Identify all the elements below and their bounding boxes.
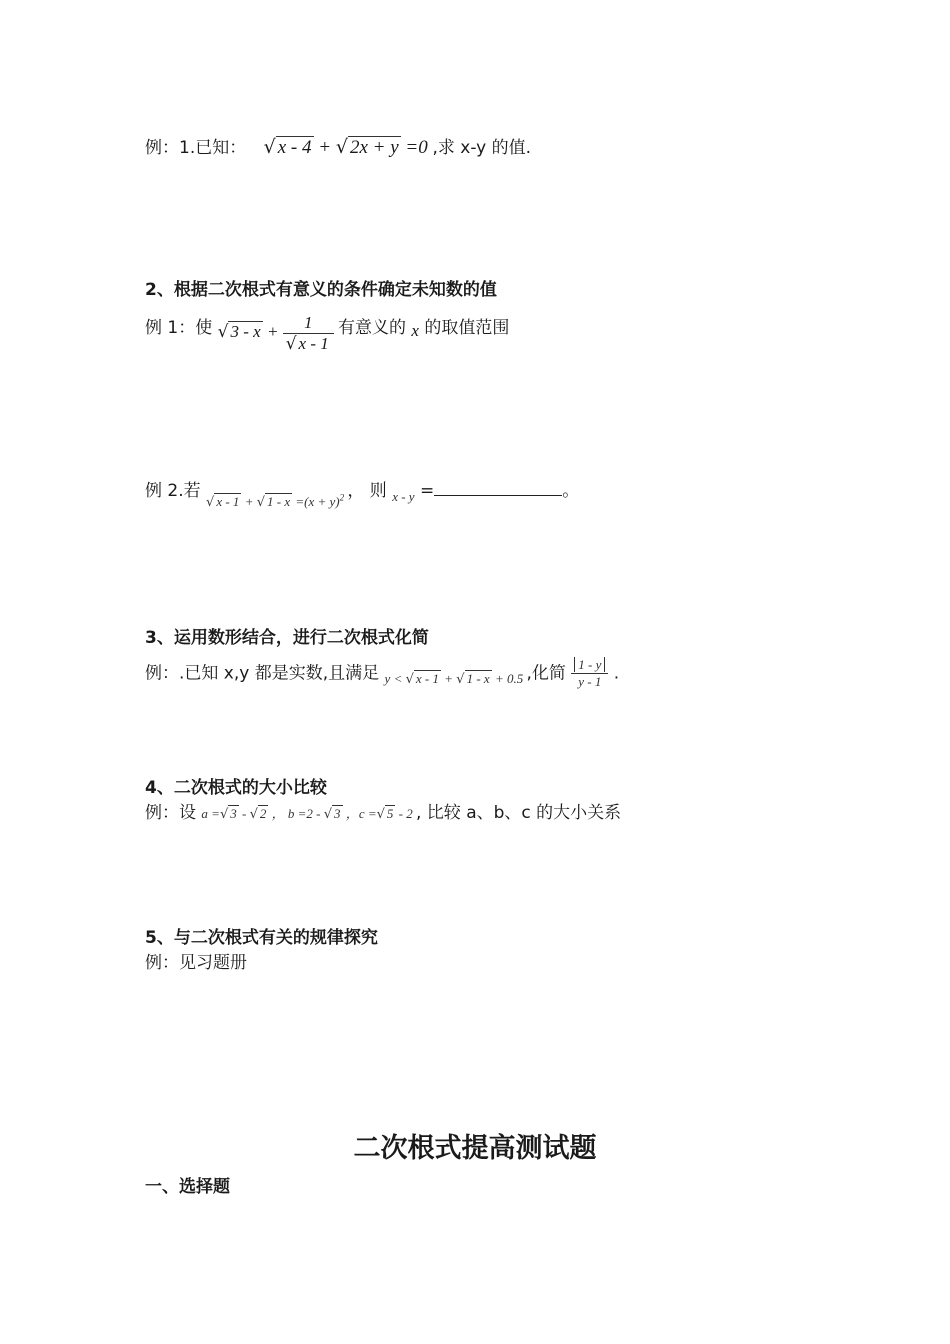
s2e1-var: x [411, 321, 419, 340]
test-title: 二次根式提高测试题 [353, 1133, 597, 1164]
s2e1-formula: √ 3 - x + $\frac{1}{√ x - 1}$ [218, 314, 338, 333]
s3-lhs: y < [384, 670, 403, 686]
radicand-2: 2x + y [349, 137, 399, 158]
s3-denominator: y - 1 [571, 673, 608, 690]
s3-radicand-1: x - 1 [415, 670, 439, 686]
s3-end: . [613, 663, 620, 684]
s2e1-prefix: 例 1：使 [145, 318, 213, 338]
s3-plus: + [444, 670, 454, 686]
s2e2-eq: = [419, 481, 435, 501]
s4-sep-1: ， [271, 806, 285, 821]
s4-a-minus: - [241, 806, 247, 821]
s2e1-denominator: x - 1 [298, 334, 329, 353]
section-3-example [145, 657, 619, 690]
section-2-example-2 [145, 476, 580, 510]
section-5-text: 例：见习题册 [145, 953, 247, 973]
s2e2-radicand-2: 1 - x [267, 494, 291, 509]
example-1-line [145, 133, 531, 159]
s2e2-mid: ， 则 [347, 481, 387, 501]
s3-prefix: 例：.已知 x,y 都是实数,且满足 [145, 663, 380, 684]
section-4-heading: 4、二次根式的大小比较 [145, 778, 327, 798]
s2e1-radicand: 3 - x [230, 322, 261, 341]
equals-zero: =0 [405, 137, 428, 158]
s2e2-formula: √ x - 1 + √ 1 - x =(x + y)2 [206, 492, 345, 510]
s2e2-prefix: 例 2.若 [145, 481, 201, 501]
s2e1-plus: + [266, 322, 279, 341]
s4-formula: a =√ 3 - √ 2 ， b =2 - √ 3 ，c =√ 5 - 2 [201, 806, 413, 822]
s4-c-radicand: 5 [386, 806, 394, 821]
s3-formula: y < √ x - 1 + √ 1 - x + 0.5 [384, 670, 524, 687]
s4-prefix: 例：设 [145, 803, 196, 823]
s2e2-end: 。 [562, 481, 580, 501]
s3-numerator: 1 - y [574, 657, 605, 672]
s4-a-radicand-1: 3 [230, 806, 237, 821]
s2e1-fraction: $\frac{1}{√ x - 1}$ [283, 313, 334, 354]
answer-blank [434, 481, 562, 496]
section-3-heading: 3、运用数形结合，进行二次根式化简 [145, 628, 429, 648]
s4-c-tail: - 2 [398, 806, 413, 821]
example-1-prefix: 例：1.已知： [145, 138, 247, 158]
s3-mid: ,化简 [526, 663, 566, 684]
s2e1-mid: 有意义的 [338, 318, 406, 338]
example-1-formula: √ x - 4 + √ 2x + y =0 [263, 136, 428, 158]
s2e1-suffix: 的取值范围 [424, 318, 510, 338]
s4-c: c = [358, 806, 377, 821]
s2e2-rhs: =(x + y) [295, 494, 340, 509]
s2e2-expression: x - y [392, 489, 415, 504]
radicand-1: x - 4 [277, 137, 312, 158]
s4-suffix: , 比较 a、b、c 的大小关系 [416, 803, 622, 823]
s3-tail: + 0.5 [494, 670, 524, 686]
s3-fraction [571, 657, 608, 690]
s2e2-plus: + [244, 494, 254, 509]
plus-sign: + [318, 137, 332, 158]
section-5-heading: 5、与二次根式有关的规律探究 [145, 928, 378, 948]
s2e2-exponent: 2 [339, 492, 345, 503]
s4-a: a = [201, 806, 220, 821]
example-1-suffix: ,求 x-y 的值. [432, 138, 532, 158]
section-2-heading: 2、根据二次根式有意义的条件确定未知数的值 [145, 280, 497, 300]
s4-b-radicand: 3 [334, 806, 341, 821]
s3-radicand-2: 1 - x [466, 670, 490, 686]
section-4-example [145, 798, 621, 823]
s2e2-radicand-1: x - 1 [216, 494, 240, 509]
s2e1-numerator: 1 [303, 313, 313, 332]
section-2-example-1 [145, 313, 509, 354]
s4-a-radicand-2: 2 [259, 806, 267, 821]
s4-sep-2: ， [345, 806, 359, 821]
s4-b: b =2 - [287, 806, 321, 821]
part-1-heading: 一、选择题 [145, 1177, 230, 1197]
